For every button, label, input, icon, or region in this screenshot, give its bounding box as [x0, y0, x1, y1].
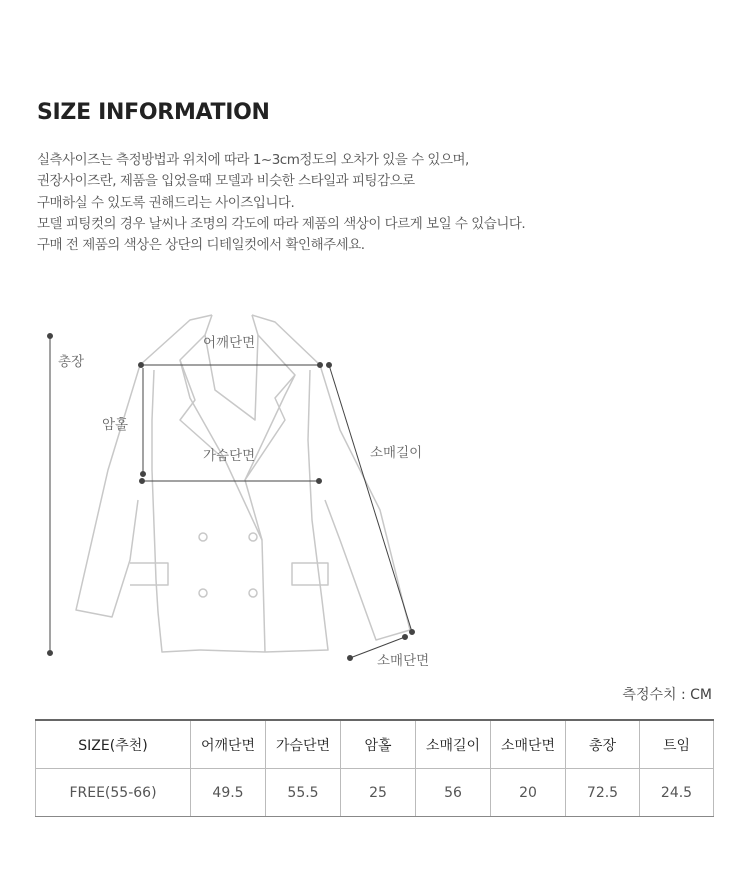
table-header-cell: 암홀	[341, 720, 416, 769]
table-cell: 55.5	[266, 769, 341, 817]
chest-label: 가슴단면	[203, 448, 256, 464]
description-line: 구매 전 제품의 색상은 상단의 디테일컷에서 확인해주세요.	[37, 237, 365, 254]
jacket-measurement-diagram	[0, 290, 750, 680]
table-header-cell: 소매단면	[491, 720, 566, 769]
table-header-cell: 가슴단면	[266, 720, 341, 769]
table-cell: 24.5	[640, 769, 714, 817]
shoulder-dot	[139, 363, 144, 368]
table-header-row	[36, 720, 714, 769]
table-cell: 56	[416, 769, 491, 817]
armhole-label: 암홀	[102, 417, 129, 433]
table-row	[36, 769, 714, 817]
table-cell: 25	[341, 769, 416, 817]
total-length-label: 총장	[58, 354, 85, 370]
size-table	[35, 719, 714, 817]
description-line: 실측사이즈는 측정방법과 위치에 따라 1~3cm정도의 오차가 있을 수 있으며,	[37, 152, 469, 168]
unit-label: 측정수치 : CM	[622, 687, 712, 703]
table-cell: 72.5	[566, 769, 640, 817]
shoulder-dot	[318, 363, 323, 368]
sleeve-length-label: 소매길이	[370, 445, 423, 461]
description-line: 모델 피팅컷의 경우 날씨나 조명의 각도에 따라 제품의 색상이 다르게 보일 수 있습니다.	[37, 215, 526, 232]
total-length-dot	[48, 334, 53, 339]
total-length-dot	[48, 651, 53, 656]
sleeve-length-line	[329, 365, 412, 632]
table-header-cell: 어깨단면	[191, 720, 266, 769]
table-cell: 49.5	[191, 769, 266, 817]
table-header-cell: 소매길이	[416, 720, 491, 769]
shoulder-label: 어깨단면	[203, 335, 256, 351]
sleeve-length-dot	[327, 363, 332, 368]
table-header-cell: 트임	[640, 720, 714, 769]
table-cell: 20	[491, 769, 566, 817]
chest-dot	[140, 479, 145, 484]
sleeve-width-dot	[348, 656, 353, 661]
chest-dot	[317, 479, 322, 484]
description-line: 구매하실 수 있도록 권해드리는 사이즈입니다.	[37, 194, 295, 211]
table-header-cell: 총장	[566, 720, 640, 769]
jacket-outline	[76, 315, 410, 652]
table-cell: FREE(55-66)	[36, 769, 191, 817]
sleeve-width-label: 소매단면	[377, 653, 430, 669]
description-line: 권장사이즈란, 제품을 입었을때 모델과 비슷한 스타일과 피팅감으로	[37, 173, 415, 190]
table-header-cell: SIZE(추천)	[36, 720, 191, 769]
size-description	[37, 150, 525, 256]
page-title: SIZE INFORMATION	[37, 100, 270, 125]
armhole-dot	[141, 472, 146, 477]
sleeve-width-dot	[403, 635, 408, 640]
sleeve-length-dot	[410, 630, 415, 635]
